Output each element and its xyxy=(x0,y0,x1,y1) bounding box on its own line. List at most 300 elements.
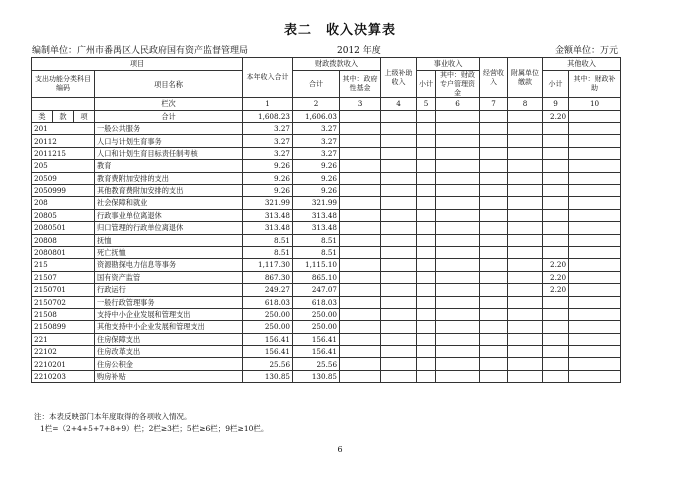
row-value xyxy=(508,358,543,370)
row-name: 死亡抚恤 xyxy=(95,246,243,258)
header-col-labels: 栏次 xyxy=(95,98,243,110)
row-value xyxy=(340,184,381,196)
row-name: 抚恤 xyxy=(95,234,243,246)
row-value xyxy=(436,358,480,370)
row-value: 156.41 xyxy=(243,333,293,345)
col-number: 2 xyxy=(293,98,340,110)
row-value xyxy=(569,123,621,135)
row-value: 9.26 xyxy=(293,160,340,172)
row-value: 156.41 xyxy=(293,333,340,345)
row-code: 2080501 xyxy=(32,222,95,234)
row-value xyxy=(508,321,543,333)
row-value xyxy=(569,333,621,345)
row-value xyxy=(508,271,543,283)
row-value xyxy=(436,259,480,271)
header-affiliated: 附属单位缴款 xyxy=(508,58,543,98)
row-value xyxy=(417,308,436,320)
row-value xyxy=(381,321,417,333)
table-row xyxy=(32,358,621,370)
row-value xyxy=(569,271,621,283)
row-name: 购房补贴 xyxy=(95,370,243,382)
row-value xyxy=(340,197,381,209)
row-value: 618.03 xyxy=(243,296,293,308)
total-value xyxy=(480,110,508,122)
row-code: 22102 xyxy=(32,346,95,358)
row-value xyxy=(508,333,543,345)
row-code: 208 xyxy=(32,197,95,209)
row-value: 250.00 xyxy=(293,321,340,333)
table-row xyxy=(32,209,621,221)
row-value xyxy=(569,234,621,246)
row-value xyxy=(508,135,543,147)
row-value xyxy=(480,147,508,159)
row-value xyxy=(381,246,417,258)
total-value xyxy=(340,110,381,122)
header-project: 项目 xyxy=(32,58,243,71)
row-code: 2150899 xyxy=(32,321,95,333)
row-value xyxy=(340,271,381,283)
row-value xyxy=(480,222,508,234)
table-row xyxy=(32,172,621,184)
row-value xyxy=(543,197,569,209)
row-value xyxy=(417,346,436,358)
row-code: 2210201 xyxy=(32,358,95,370)
row-value xyxy=(381,271,417,283)
row-value xyxy=(480,259,508,271)
row-value xyxy=(340,209,381,221)
row-value xyxy=(436,172,480,184)
row-value: 1,117.30 xyxy=(243,259,293,271)
row-value xyxy=(543,321,569,333)
row-value xyxy=(340,259,381,271)
row-value xyxy=(381,123,417,135)
row-value xyxy=(381,284,417,296)
row-value xyxy=(417,147,436,159)
row-value xyxy=(417,259,436,271)
row-value xyxy=(569,259,621,271)
row-value xyxy=(480,346,508,358)
row-value xyxy=(340,333,381,345)
row-value xyxy=(417,321,436,333)
row-value xyxy=(569,308,621,320)
header-other-group: 其他收入 xyxy=(543,58,621,71)
row-code: 201 xyxy=(32,123,95,135)
row-name: 行政事业单位离退休 xyxy=(95,209,243,221)
row-value xyxy=(480,135,508,147)
row-name: 住房改革支出 xyxy=(95,346,243,358)
row-value xyxy=(480,123,508,135)
row-value: 313.48 xyxy=(293,209,340,221)
total-label: 合计 xyxy=(95,110,243,122)
row-value xyxy=(417,358,436,370)
row-value xyxy=(480,246,508,258)
row-value xyxy=(340,296,381,308)
total-value xyxy=(381,110,417,122)
row-value xyxy=(480,172,508,184)
income-table xyxy=(31,57,621,383)
row-value xyxy=(436,147,480,159)
row-value: 865.10 xyxy=(293,271,340,283)
col-number: 5 xyxy=(417,98,436,110)
row-code: 20808 xyxy=(32,234,95,246)
row-value xyxy=(508,259,543,271)
row-value xyxy=(543,147,569,159)
row-value xyxy=(436,209,480,221)
row-value xyxy=(417,246,436,258)
header-other-fiscal-supp: 其中：财政补助 xyxy=(569,71,621,98)
row-value xyxy=(569,172,621,184)
table-row xyxy=(32,135,621,147)
total-value xyxy=(417,110,436,122)
row-code: 221 xyxy=(32,333,95,345)
total-value: 1,606.03 xyxy=(293,110,340,122)
row-value xyxy=(417,135,436,147)
row-code: 2011215 xyxy=(32,147,95,159)
table-row xyxy=(32,370,621,382)
row-value xyxy=(508,172,543,184)
row-value xyxy=(436,296,480,308)
row-value xyxy=(543,296,569,308)
row-value: 9.26 xyxy=(243,184,293,196)
row-value xyxy=(480,234,508,246)
table-row xyxy=(32,246,621,258)
row-value: 25.56 xyxy=(243,358,293,370)
row-value xyxy=(569,184,621,196)
row-name: 其他支持中小企业发展和管理支出 xyxy=(95,321,243,333)
row-value xyxy=(381,346,417,358)
header-fiscal-total: 合计 xyxy=(293,71,340,98)
table-row xyxy=(32,271,621,283)
row-value: 3.27 xyxy=(243,147,293,159)
row-value xyxy=(543,358,569,370)
row-value xyxy=(381,160,417,172)
row-value xyxy=(508,308,543,320)
row-name: 一般行政管理事务 xyxy=(95,296,243,308)
row-value xyxy=(508,296,543,308)
data-rows xyxy=(32,123,621,383)
row-value: 3.27 xyxy=(243,123,293,135)
row-name: 住房公积金 xyxy=(95,358,243,370)
row-value xyxy=(543,234,569,246)
row-value xyxy=(340,308,381,320)
header-business-subtotal: 小计 xyxy=(417,71,436,98)
row-value xyxy=(381,370,417,382)
report-title: 表二 收入决算表 xyxy=(283,23,396,38)
row-value xyxy=(508,346,543,358)
row-value xyxy=(569,370,621,382)
row-name: 社会保障和就业 xyxy=(95,197,243,209)
row-value: 3.27 xyxy=(293,123,340,135)
row-value xyxy=(436,308,480,320)
row-value: 3.27 xyxy=(293,135,340,147)
row-value xyxy=(417,222,436,234)
row-value: 2.20 xyxy=(543,259,569,271)
row-value xyxy=(508,123,543,135)
row-value xyxy=(436,370,480,382)
row-value xyxy=(436,271,480,283)
row-value xyxy=(417,123,436,135)
header-superior-subsidy: 上级补助收入 xyxy=(381,58,417,98)
row-value xyxy=(508,246,543,258)
row-value: 130.85 xyxy=(243,370,293,382)
row-value: 313.48 xyxy=(243,209,293,221)
row-value xyxy=(381,358,417,370)
row-value xyxy=(480,160,508,172)
row-name: 归口管理的行政单位离退休 xyxy=(95,222,243,234)
total-value: 2.20 xyxy=(543,110,569,122)
row-value xyxy=(480,271,508,283)
table-note: 注：本表反映部门本年度取得的各项收入情况。 xyxy=(34,412,192,421)
row-value xyxy=(543,172,569,184)
row-name: 行政运行 xyxy=(95,284,243,296)
row-value xyxy=(417,333,436,345)
row-value xyxy=(417,209,436,221)
row-value xyxy=(340,123,381,135)
total-value: 1,608.23 xyxy=(243,110,293,122)
row-value xyxy=(436,321,480,333)
row-value xyxy=(381,296,417,308)
col-number: 3 xyxy=(340,98,381,110)
row-value: 313.48 xyxy=(243,222,293,234)
row-value xyxy=(340,346,381,358)
row-value xyxy=(381,259,417,271)
row-value: 9.26 xyxy=(293,172,340,184)
row-value xyxy=(436,160,480,172)
row-code: 2210203 xyxy=(32,370,95,382)
row-value xyxy=(417,197,436,209)
report-year: 2012 年度 xyxy=(337,46,381,56)
row-value xyxy=(480,197,508,209)
row-value xyxy=(381,147,417,159)
col-number: 8 xyxy=(508,98,543,110)
table-row xyxy=(32,222,621,234)
row-value xyxy=(508,370,543,382)
header-class-kuan: 款 xyxy=(53,110,74,122)
row-value xyxy=(436,346,480,358)
row-value: 156.41 xyxy=(243,346,293,358)
table-row xyxy=(32,259,621,271)
row-value xyxy=(569,147,621,159)
row-value: 2.20 xyxy=(543,284,569,296)
row-value xyxy=(417,184,436,196)
row-value xyxy=(340,222,381,234)
row-value xyxy=(417,296,436,308)
row-value xyxy=(569,160,621,172)
row-value xyxy=(436,234,480,246)
col-number: 7 xyxy=(480,98,508,110)
row-value xyxy=(340,160,381,172)
row-value: 321.99 xyxy=(243,197,293,209)
row-value: 250.00 xyxy=(293,308,340,320)
row-name: 教育费附加安排的支出 xyxy=(95,172,243,184)
row-value xyxy=(436,123,480,135)
row-value xyxy=(340,246,381,258)
row-value xyxy=(508,284,543,296)
amount-unit: 金额单位：万元 xyxy=(554,46,618,56)
row-value xyxy=(436,222,480,234)
row-value xyxy=(417,234,436,246)
row-value xyxy=(417,172,436,184)
row-value: 867.30 xyxy=(243,271,293,283)
table-row xyxy=(32,333,621,345)
col-number: 10 xyxy=(569,98,621,110)
row-value: 618.03 xyxy=(293,296,340,308)
table-row xyxy=(32,321,621,333)
row-value xyxy=(569,197,621,209)
row-name: 住房保障支出 xyxy=(95,333,243,345)
row-value xyxy=(508,197,543,209)
row-value xyxy=(480,296,508,308)
row-value: 3.27 xyxy=(243,135,293,147)
row-value: 8.51 xyxy=(293,246,340,258)
page-number: 6 xyxy=(337,445,343,454)
row-value xyxy=(543,308,569,320)
row-value xyxy=(543,160,569,172)
row-value xyxy=(508,147,543,159)
row-value: 9.26 xyxy=(243,172,293,184)
row-value: 313.48 xyxy=(293,222,340,234)
row-value xyxy=(543,333,569,345)
row-value xyxy=(543,346,569,358)
row-value: 1,115.10 xyxy=(293,259,340,271)
header-fiscal-gov-fund: 其中：政府性基金 xyxy=(340,71,381,98)
header-other-subtotal: 小计 xyxy=(543,71,569,98)
row-value xyxy=(381,135,417,147)
row-value xyxy=(436,246,480,258)
row-code: 2050999 xyxy=(32,184,95,196)
row-name: 资源勘探电力信息等事务 xyxy=(95,259,243,271)
header-business-special: 其中：财政专户管理资金 xyxy=(436,71,480,98)
row-value xyxy=(340,234,381,246)
row-value xyxy=(381,172,417,184)
header-business-group: 事业收入 xyxy=(417,58,480,71)
row-value: 25.56 xyxy=(293,358,340,370)
row-value xyxy=(508,209,543,221)
row-value: 156.41 xyxy=(293,346,340,358)
table-row xyxy=(32,234,621,246)
row-value xyxy=(508,160,543,172)
total-value xyxy=(569,110,621,122)
row-name: 人口与计划生育事务 xyxy=(95,135,243,147)
row-value: 247.07 xyxy=(293,284,340,296)
row-value xyxy=(436,333,480,345)
row-value xyxy=(340,135,381,147)
table-row xyxy=(32,284,621,296)
table-row xyxy=(32,346,621,358)
row-value xyxy=(569,321,621,333)
row-value: 250.00 xyxy=(243,321,293,333)
row-value: 2.20 xyxy=(543,271,569,283)
row-value xyxy=(480,333,508,345)
row-value xyxy=(381,197,417,209)
row-value xyxy=(543,209,569,221)
row-name: 支持中小企业发展和管理支出 xyxy=(95,308,243,320)
table-row xyxy=(32,308,621,320)
row-value xyxy=(543,184,569,196)
header-operating: 经营收入 xyxy=(480,58,508,98)
row-value xyxy=(340,358,381,370)
row-name: 其他教育费附加安排的支出 xyxy=(95,184,243,196)
row-value xyxy=(480,321,508,333)
row-code: 20112 xyxy=(32,135,95,147)
total-value xyxy=(436,110,480,122)
row-value xyxy=(436,284,480,296)
row-value: 3.27 xyxy=(293,147,340,159)
header-item-name: 项目名称 xyxy=(95,71,243,98)
row-name: 教育 xyxy=(95,160,243,172)
row-code: 215 xyxy=(32,259,95,271)
row-code: 2080801 xyxy=(32,246,95,258)
row-value xyxy=(569,246,621,258)
row-value: 250.00 xyxy=(243,308,293,320)
row-value: 249.27 xyxy=(243,284,293,296)
row-value xyxy=(480,184,508,196)
row-value xyxy=(543,370,569,382)
row-value xyxy=(569,346,621,358)
table-row xyxy=(32,184,621,196)
row-value xyxy=(340,172,381,184)
compiling-unit: 编制单位：广州市番禺区人民政府国有资产监督管理局 xyxy=(32,46,249,56)
row-value xyxy=(381,209,417,221)
row-value xyxy=(340,370,381,382)
row-code: 2150702 xyxy=(32,296,95,308)
row-value xyxy=(340,284,381,296)
row-name: 国有资产监管 xyxy=(95,271,243,283)
row-value xyxy=(480,358,508,370)
header-code-category: 支出功能分类科目编码 xyxy=(32,71,95,98)
row-value: 9.26 xyxy=(293,184,340,196)
total-value xyxy=(508,110,543,122)
table-row xyxy=(32,147,621,159)
row-value xyxy=(340,147,381,159)
row-value xyxy=(436,197,480,209)
row-value xyxy=(381,222,417,234)
row-value xyxy=(543,222,569,234)
row-value xyxy=(480,308,508,320)
row-value xyxy=(480,209,508,221)
row-value xyxy=(480,370,508,382)
row-value xyxy=(381,184,417,196)
col-number: 9 xyxy=(543,98,569,110)
row-value xyxy=(417,370,436,382)
row-value xyxy=(417,160,436,172)
row-value xyxy=(569,284,621,296)
row-name: 人口和计划生育目标责任制考核 xyxy=(95,147,243,159)
row-value xyxy=(508,184,543,196)
row-value: 9.26 xyxy=(243,160,293,172)
row-value xyxy=(543,246,569,258)
row-value xyxy=(508,222,543,234)
row-value xyxy=(417,284,436,296)
row-value xyxy=(381,333,417,345)
row-value xyxy=(569,358,621,370)
row-value xyxy=(436,184,480,196)
table-row xyxy=(32,123,621,135)
row-value xyxy=(569,222,621,234)
col-number: 6 xyxy=(436,98,480,110)
row-value xyxy=(569,296,621,308)
row-value: 8.51 xyxy=(243,246,293,258)
row-value xyxy=(543,123,569,135)
row-value: 321.99 xyxy=(293,197,340,209)
row-code: 21507 xyxy=(32,271,95,283)
row-code: 2150701 xyxy=(32,284,95,296)
row-value xyxy=(480,284,508,296)
row-value xyxy=(569,135,621,147)
row-value xyxy=(508,234,543,246)
header-class-xiang: 项 xyxy=(74,110,95,122)
row-value xyxy=(543,135,569,147)
